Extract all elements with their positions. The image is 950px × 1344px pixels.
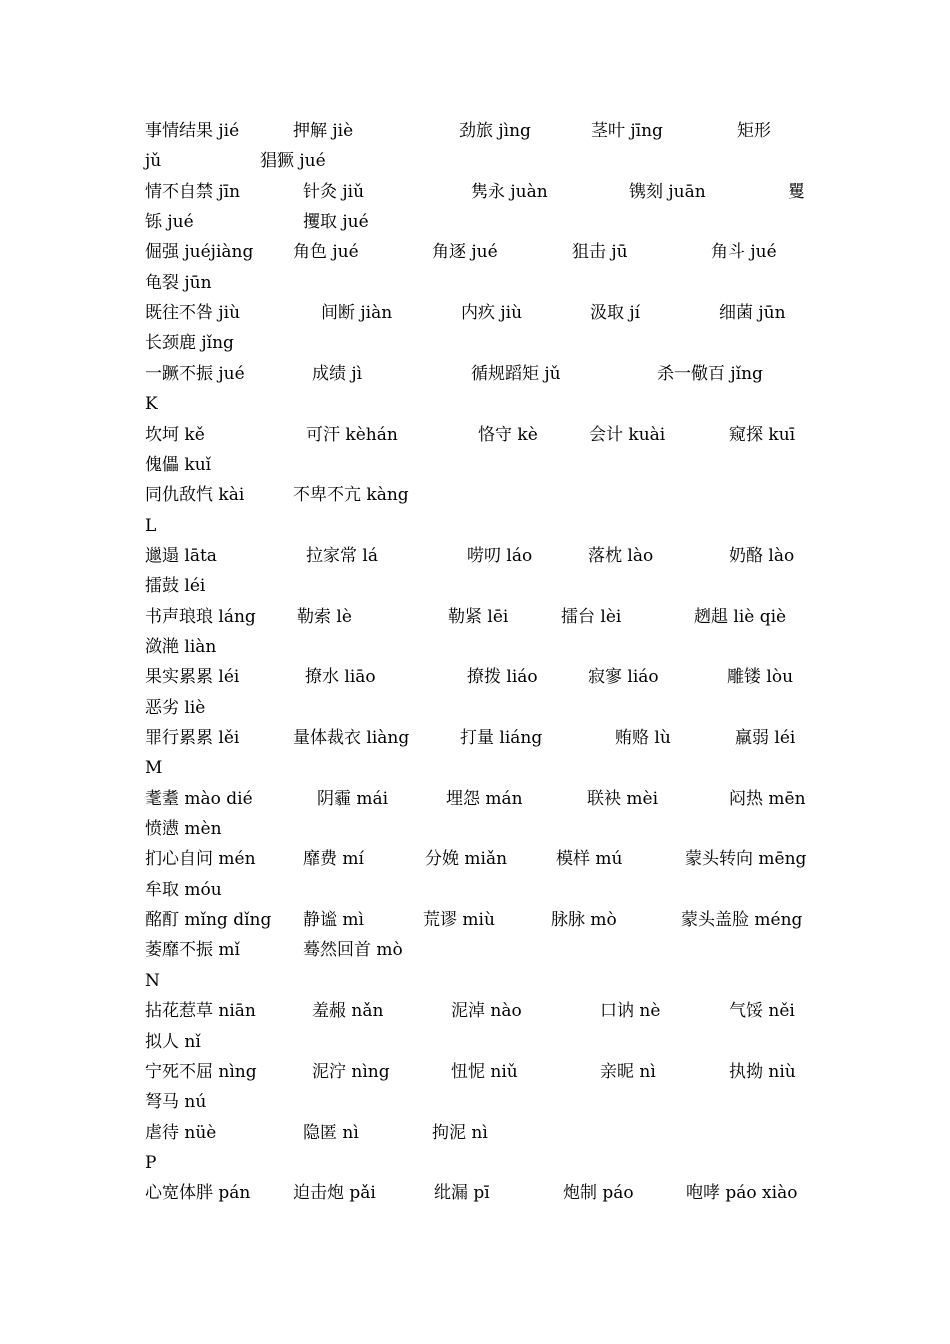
pinyin-entry: 潋滟 liàn: [145, 636, 217, 657]
pinyin-entry: 蒙头转向 mēng: [685, 849, 807, 870]
text-line: [145, 480, 810, 510]
pinyin-entry: 忸怩 niǔ: [451, 1061, 518, 1082]
pinyin-entry: 龟裂 jūn: [145, 272, 212, 293]
pinyin-entry: 羸弱 léi: [735, 728, 796, 748]
pinyin-entry: 邋遢 lāta: [145, 545, 217, 566]
pinyin-entry: 擂鼓 léi: [145, 576, 206, 597]
text-line: [145, 1148, 810, 1178]
pinyin-entry: 间断 jiàn: [321, 303, 393, 324]
text-line: [145, 298, 810, 328]
pinyin-entry: 矩形: [737, 121, 771, 141]
pinyin-entry: 趔趄 liè qiè: [694, 606, 787, 627]
text-line: [145, 935, 810, 965]
pinyin-entry: 角斗 jué: [711, 242, 777, 263]
text-line: [145, 753, 810, 783]
text-line: [145, 146, 810, 176]
pinyin-entry: 循规蹈矩 jǔ: [471, 363, 561, 384]
pinyin-entry: M: [145, 758, 163, 779]
pinyin-entry: 汲取 jí: [590, 303, 641, 324]
pinyin-entry: 果实累累 léi: [145, 667, 240, 688]
text-line: [145, 420, 810, 450]
pinyin-entry: 会计 kuài: [589, 424, 666, 445]
pinyin-entry: 角色 jué: [293, 242, 359, 263]
pinyin-entry: 牟取 móu: [145, 879, 222, 900]
pinyin-entry: 狙击 jū: [572, 242, 628, 263]
pinyin-entry: 荒谬 miù: [423, 910, 495, 931]
pinyin-entry: 虐待 nüè: [145, 1122, 217, 1143]
pinyin-entry: 书声琅琅 láng: [145, 606, 256, 627]
text-line: [145, 632, 810, 662]
pinyin-entry: 一蹶不振 jué: [145, 363, 245, 384]
text-line: [145, 571, 810, 601]
pinyin-entry: 傀儡 kuǐ: [145, 454, 212, 475]
pinyin-entry: 扪心自问 mén: [145, 849, 256, 870]
text-line: [145, 1118, 810, 1148]
text-line: [145, 875, 810, 905]
text-line: [145, 268, 810, 298]
pinyin-entry: 恪守 kè: [478, 424, 538, 445]
pinyin-entry: 拉家常 lá: [306, 545, 378, 566]
pinyin-entry: 拈花惹草 niān: [145, 1001, 256, 1022]
pinyin-entry: 雕镂 lòu: [727, 667, 794, 688]
text-line: [145, 844, 810, 874]
text-line: [145, 1057, 810, 1087]
pinyin-entry: 猖獗 jué: [260, 151, 326, 172]
pinyin-entry: 不卑不亢 kàng: [293, 485, 409, 506]
pinyin-entry: 阴霾 mái: [317, 788, 389, 809]
pinyin-entry: 事情结果 jié: [145, 121, 240, 141]
text-line: [145, 237, 810, 267]
pinyin-entry: 量体裁衣 liàng: [293, 728, 410, 748]
pinyin-entry: 既往不咎 jiù: [145, 303, 241, 324]
pinyin-entry: 奶酪 lào: [729, 545, 795, 566]
pinyin-entry: 细菌 jūn: [719, 303, 786, 324]
pinyin-entry: 蒙头盖脸 méng: [681, 910, 803, 931]
pinyin-entry: 内疚 jiù: [461, 303, 523, 324]
pinyin-entry: 埋怨 mán: [446, 788, 523, 809]
pinyin-entry: 联袂 mèi: [587, 788, 659, 809]
pinyin-entry: 茎叶 jīng: [591, 121, 663, 141]
pinyin-entry: 罪行累累 lěi: [145, 728, 240, 748]
pinyin-entry: 坎坷 kě: [145, 424, 205, 445]
text-line: [145, 784, 810, 814]
text-line: [145, 359, 810, 389]
text-line: [145, 207, 810, 237]
pinyin-entry: 落枕 lào: [588, 545, 654, 566]
pinyin-entry: 隽永 juàn: [471, 181, 548, 202]
text-line: [145, 541, 810, 571]
pinyin-entry: jǔ: [145, 151, 162, 172]
pinyin-entry: 铄 jué: [145, 212, 194, 233]
pinyin-entry: 蓦然回首 mò: [303, 940, 403, 961]
pinyin-entry: 脉脉 mò: [551, 910, 617, 931]
pinyin-entry: 窥探 kuī: [729, 424, 796, 445]
pinyin-entry: 打量 liáng: [460, 728, 543, 748]
pinyin-entry: 炮制 páo: [563, 1183, 634, 1204]
pinyin-entry: 萎靡不振 mǐ: [145, 940, 240, 961]
pinyin-entry: 针灸 jiǔ: [303, 181, 365, 202]
pinyin-entry: 弩马 nú: [145, 1092, 207, 1113]
text-line: [145, 177, 810, 207]
pinyin-entry: 押解 jiè: [293, 121, 354, 141]
text-line: [145, 662, 810, 692]
pinyin-entry: 杀一儆百 jǐng: [657, 363, 763, 384]
pinyin-entry: 宁死不屈 nìng: [145, 1061, 257, 1082]
pinyin-entry: 愤懑 mèn: [145, 819, 222, 840]
pinyin-entry: 靡费 mí: [303, 849, 364, 870]
pinyin-entry: P: [145, 1152, 157, 1173]
text-line: [145, 602, 810, 632]
pinyin-entry: 分娩 miǎn: [425, 849, 508, 870]
text-line: [145, 116, 810, 146]
pinyin-entry: 唠叨 láo: [467, 545, 533, 566]
pinyin-entry: 隐匿 nì: [303, 1122, 359, 1143]
pinyin-entry: 迫击炮 pǎi: [293, 1183, 376, 1204]
text-line: [145, 1178, 810, 1208]
text-line: [145, 389, 810, 419]
text-line: [145, 966, 810, 996]
pinyin-entry: 气馁 něi: [729, 1001, 795, 1022]
text-line: [145, 693, 810, 723]
pinyin-entry: L: [145, 515, 157, 536]
pinyin-entry: 口讷 nè: [600, 1001, 661, 1022]
pinyin-entry: 角逐 jué: [432, 242, 498, 263]
pinyin-entry: 同仇敌忾 kài: [145, 485, 245, 506]
pinyin-entry: 贿赂 lù: [615, 728, 671, 748]
pinyin-entry: 纰漏 pī: [434, 1183, 490, 1204]
pinyin-entry: 执拗 niù: [729, 1061, 796, 1082]
text-line: [145, 723, 810, 753]
pinyin-entry: 攫取 jué: [303, 212, 369, 233]
pinyin-entry: 矍: [788, 181, 805, 202]
pinyin-entry: 亲昵 nì: [600, 1061, 656, 1082]
pinyin-entry: 泥泞 nìng: [312, 1061, 390, 1082]
pinyin-entry: 咆哮 páo xiào: [686, 1183, 798, 1204]
pinyin-entry: 拘泥 nì: [432, 1122, 488, 1143]
pinyin-entry: 酩酊 mǐng dǐng: [145, 910, 272, 931]
pinyin-entry: 羞赧 nǎn: [312, 1001, 384, 1022]
text-line: [145, 1027, 810, 1057]
pinyin-entry: 闷热 mēn: [729, 788, 806, 809]
pinyin-entry: N: [145, 970, 160, 991]
text-line: [145, 996, 810, 1026]
pinyin-entry: 耄耋 mào dié: [145, 788, 253, 809]
pinyin-entry: 情不自禁 jīn: [145, 181, 241, 202]
pinyin-entry: 拟人 nǐ: [145, 1031, 201, 1052]
pinyin-entry: 可汗 kèhán: [306, 424, 398, 445]
pinyin-entry: 寂寥 liáo: [588, 667, 659, 688]
text-line: [145, 814, 810, 844]
pinyin-entry: 勒紧 lēi: [448, 606, 509, 627]
pinyin-entry: 擂台 lèi: [561, 606, 622, 627]
pinyin-entry: 撩拨 liáo: [467, 667, 538, 688]
pinyin-entry: 心宽体胖 pán: [145, 1183, 251, 1204]
pinyin-entry: 倔强 juéjiàng: [145, 242, 254, 263]
pinyin-entry: 成绩 jì: [312, 363, 363, 384]
pinyin-entry: 劲旅 jìng: [459, 121, 531, 141]
pinyin-entry: 泥淖 nào: [451, 1001, 522, 1022]
pinyin-entry: 静谧 mì: [303, 910, 364, 931]
text-line: [145, 328, 810, 358]
text-line: [145, 1087, 810, 1117]
pinyin-entry: 勒索 lè: [297, 606, 352, 627]
pinyin-entry: 长颈鹿 jǐng: [145, 333, 234, 354]
text-line: [145, 450, 810, 480]
pinyin-entry: 恶劣 liè: [145, 697, 206, 718]
pinyin-entry: 撩水 liāo: [305, 667, 376, 688]
text-line: [145, 511, 810, 541]
text-line: [145, 905, 810, 935]
pinyin-entry: K: [145, 394, 158, 415]
pinyin-entry: 模样 mú: [556, 849, 623, 870]
pinyin-entry: 镌刻 juān: [629, 181, 706, 202]
